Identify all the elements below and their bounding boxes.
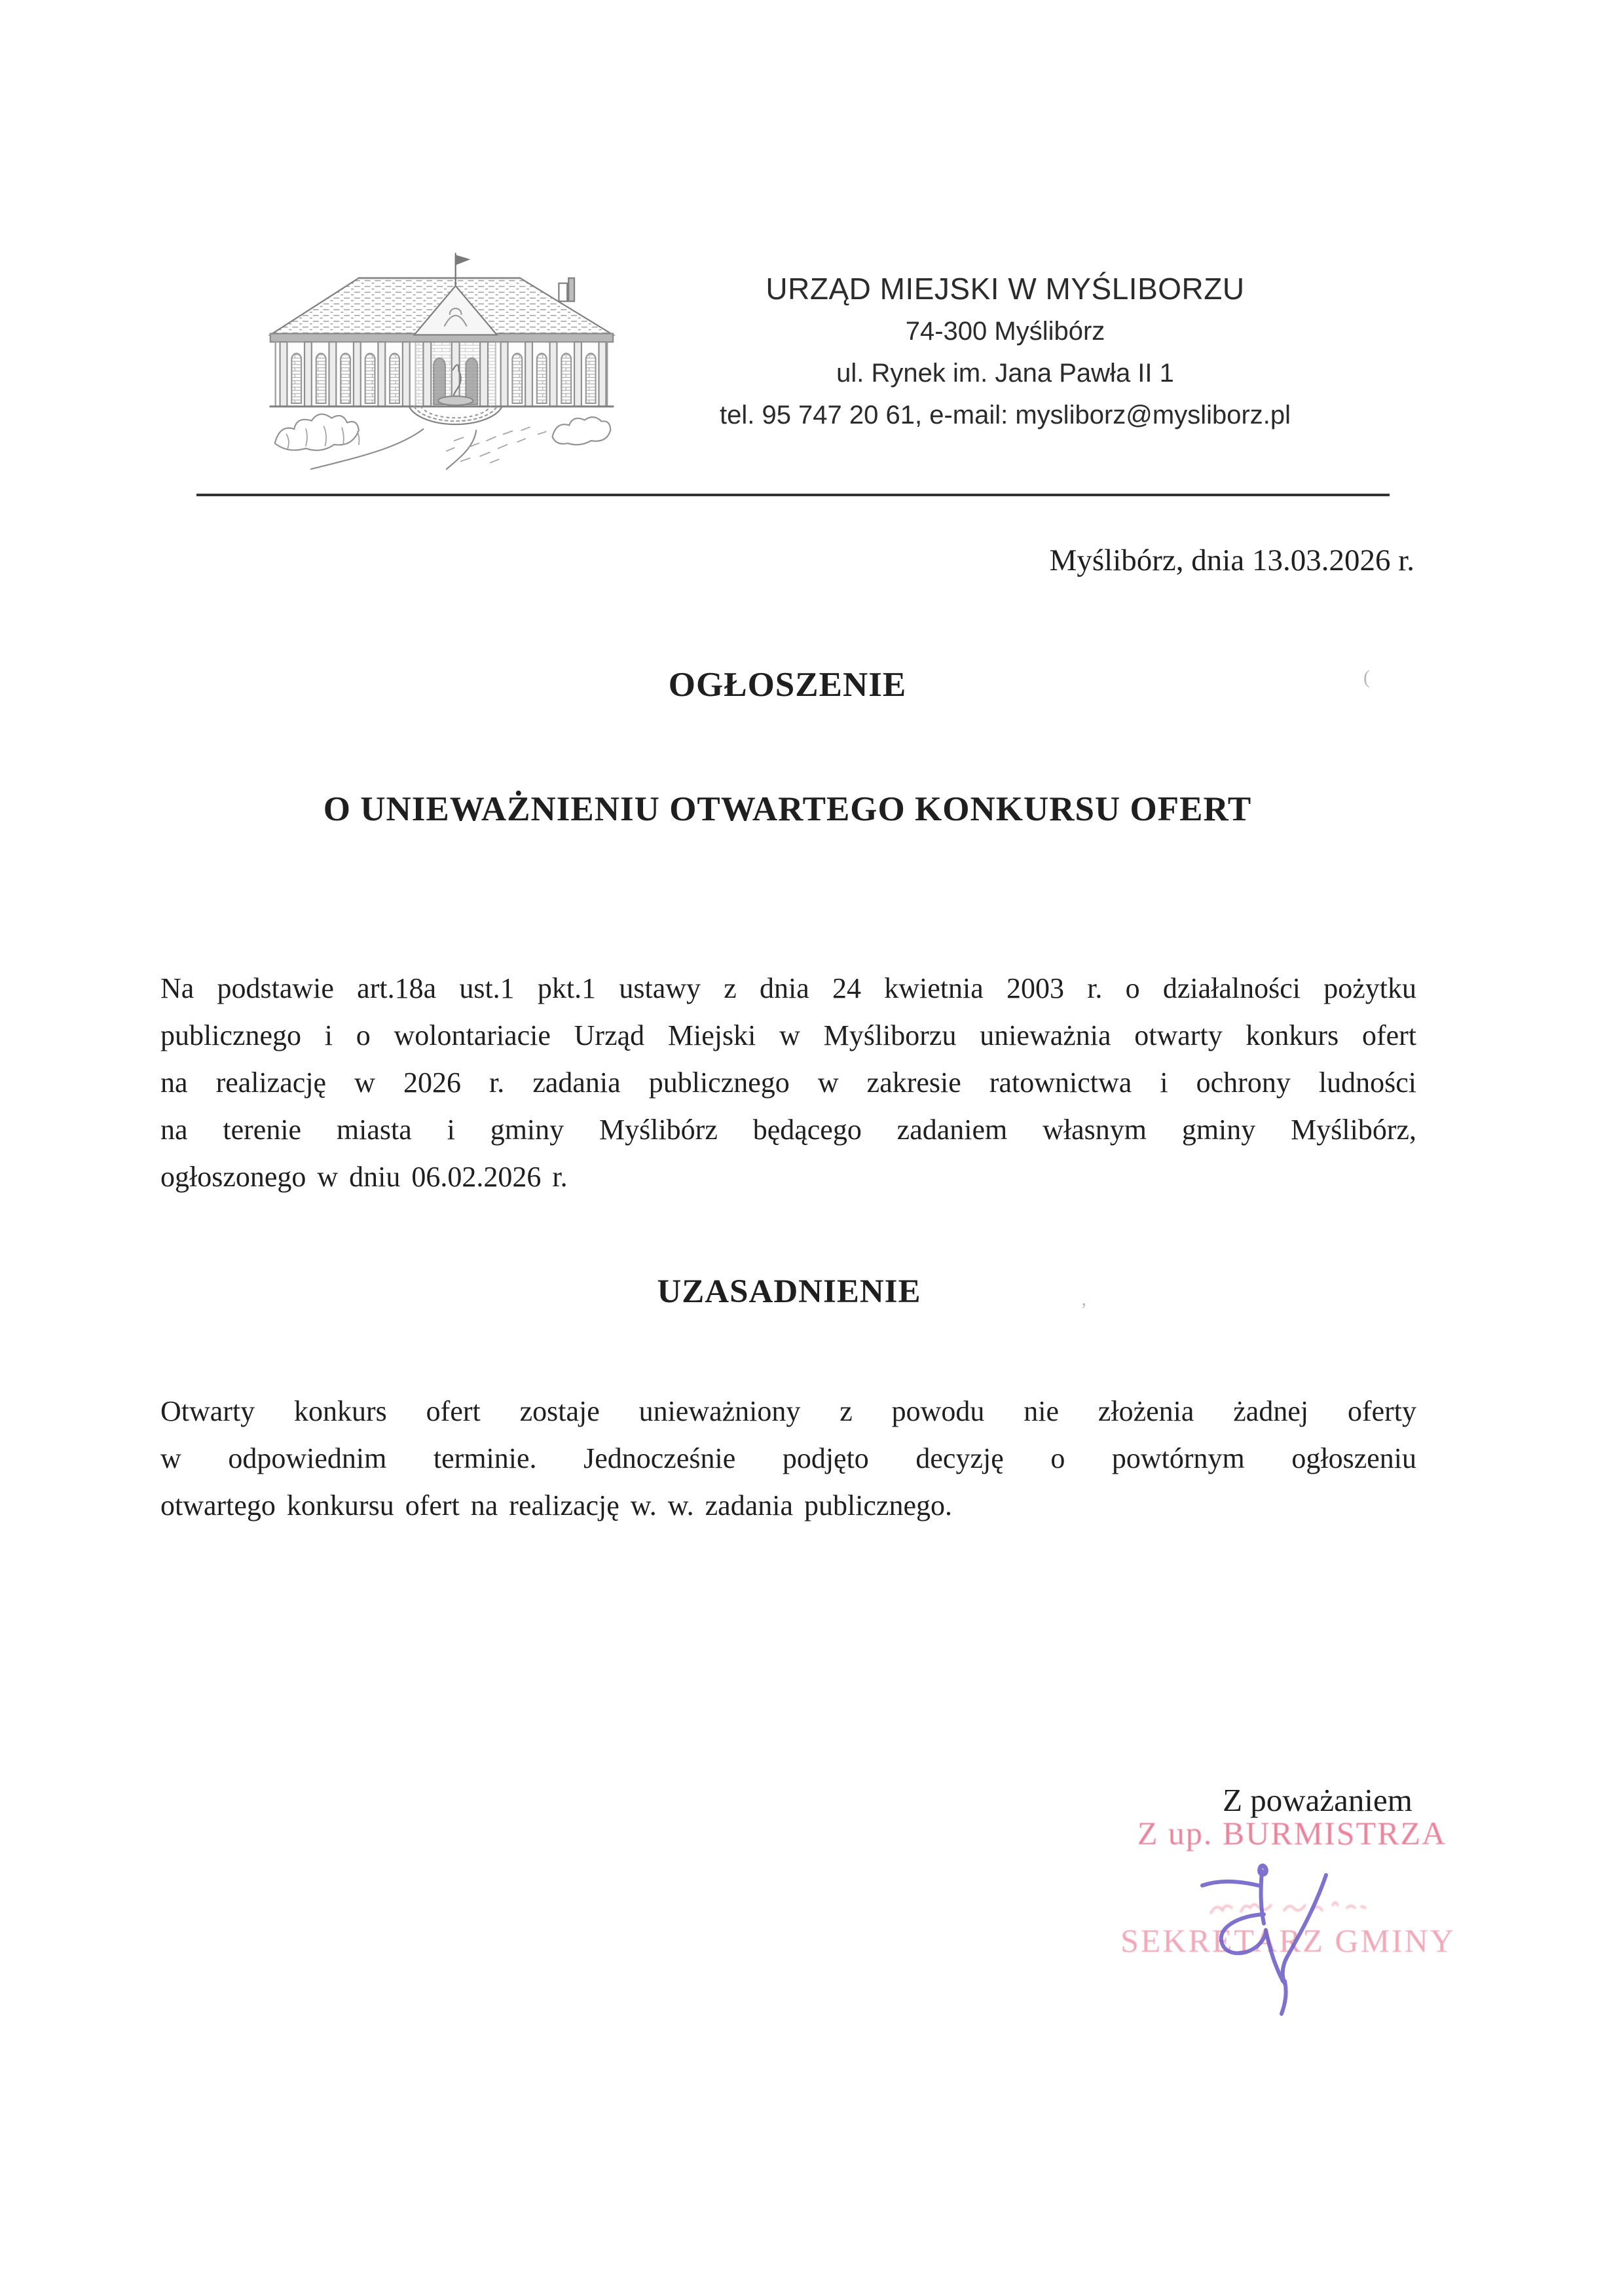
text-line: otwartego konkursu ofert na realizację w. w. zadania publicznego. bbox=[160, 1489, 953, 1522]
section-heading-justification: UZASADNIENIE bbox=[657, 1273, 921, 1310]
handwritten-signature bbox=[1176, 1845, 1379, 2048]
document-title: OGŁOSZENIE bbox=[668, 666, 907, 704]
scan-speck: ( bbox=[1363, 666, 1370, 688]
text-line: publicznego i o wolontariacie Urząd Miejski w Myśliborzu unieważnia otwarty konkurs ofert bbox=[160, 1019, 1416, 1051]
org-name: URZĄD MIEJSKI W MYŚLIBORZU bbox=[766, 272, 1245, 306]
closing-phrase: Z poważaniem bbox=[1223, 1782, 1412, 1818]
date-line: Myślibórz, dnia 13.03.2026 r. bbox=[1049, 543, 1414, 577]
text-line: Otwarty konkurs ofert zostaje unieważniony z powodu nie złożenia żadnej oferty bbox=[160, 1395, 1416, 1427]
text-line: na terenie miasta i gminy Myślibórz będącego zadaniem własnym gminy Myślibórz, bbox=[160, 1114, 1416, 1146]
stamp-authorization-text: Z up. BURMISTRZA bbox=[1137, 1815, 1447, 1851]
org-postal-city: 74-300 Myślibórz bbox=[905, 317, 1105, 346]
signature-ink-icon bbox=[1176, 1845, 1379, 2048]
letterhead bbox=[714, 267, 1297, 436]
text-line: na realizację w 2026 r. zadania publicznego w zakresie ratownictwa i ochrony ludności bbox=[160, 1066, 1416, 1099]
text-line: Na podstawie art.18a ust.1 pkt.1 ustawy z dnia 24 kwietnia 2003 r. o działalności pożytku bbox=[160, 972, 1416, 1004]
letterhead-divider bbox=[196, 494, 1390, 496]
scan-speck: ’ bbox=[1080, 1299, 1087, 1321]
paragraph-justification bbox=[160, 1388, 1416, 1529]
text-line: w odpowiednim terminie. Jednocześnie podjęto decyzję o powtórnym ogłoszeniu bbox=[160, 1442, 1416, 1474]
text-line: ogłoszonego w dniu 06.02.2026 r. bbox=[160, 1161, 568, 1193]
paragraph-legal-basis bbox=[160, 965, 1416, 1201]
palace-engraving-icon bbox=[261, 241, 622, 471]
org-street: ul. Rynek im. Jana Pawła II 1 bbox=[836, 359, 1174, 388]
org-contact: tel. 95 747 20 61, e-mail: mysliborz@mysliborz.pl bbox=[719, 401, 1291, 429]
document-subtitle: O UNIEWAŻNIENIU OTWARTEGO KONKURSU OFERT bbox=[323, 790, 1252, 828]
stamp-office-title: SEKRETARZ GMINY bbox=[1120, 1922, 1456, 1959]
building-engraving-logo bbox=[261, 241, 622, 471]
